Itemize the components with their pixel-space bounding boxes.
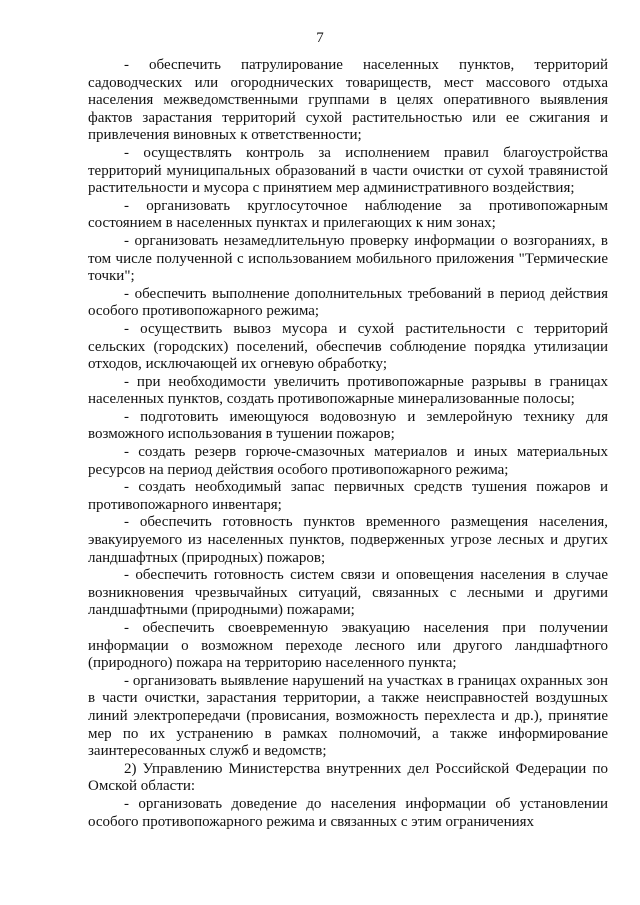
paragraph-fire-info-check: - организовать незамедлительную проверку информации о возгораниях, в том числе полученной с использованием мобильного приложения "Термические точки"; bbox=[88, 232, 608, 285]
paragraph-evacuation: - обеспечить своевременную эвакуацию населения при получении информации о возможном переходе лесного или другого ландшафтного (природного) пожара на территорию населенного пункта; bbox=[88, 620, 608, 672]
document-body bbox=[88, 57, 608, 831]
paragraph-inform-population: - организовать доведение до населения информации об установлении особого противопожарного режима и связанных с этим ограничениях bbox=[88, 795, 608, 830]
paragraph-machinery: - подготовить имеющуюся водовозную и землеройную технику для возможного использования в тушении пожаров; bbox=[88, 408, 608, 443]
paragraph-power-lines: - организовать выявление нарушений на участках в границах охранных зон в части очистки, зарастания территории, а также неисправностей воздушных линий электропередачи (провисания, возможность перехлеста и др.), принятие мер по их устранению в рамках полномочий, а также информирование заинтересованных служб и ведомств; bbox=[88, 672, 608, 760]
page-number: 7 bbox=[316, 30, 324, 46]
paragraph-temporary-housing: - обеспечить готовность пунктов временного размещения населения, эвакуируемого из населенных пунктов, подверженных угрозе лесных и других ландшафтных (природных) пожаров; bbox=[88, 514, 608, 566]
paragraph-fuel-reserve: - создать резерв горюче-смазочных материалов и иных материальных ресурсов на период действия особого противопожарного режима; bbox=[88, 444, 608, 478]
paragraph-extinguishing-supply: - создать необходимый запас первичных средств тушения пожаров и противопожарного инвентаря; bbox=[88, 479, 608, 513]
paragraph-additional-requirements: - обеспечить выполнение дополнительных требований в период действия особого противопожарного режима; bbox=[88, 285, 608, 320]
paragraph-improvement-control: - осуществлять контроль за исполнением правил благоустройства территорий муниципальных образований в части очистки от сухой травянистой растительности и мусора с принятием мер административного воздействия; bbox=[88, 144, 608, 197]
paragraph-patrol: - обеспечить патрулирование населенных пунктов, территорий садоводческих или огороднических товариществ, мест массового отдыха населения межведомственными группами в целях оперативного выявления фактов зарастания территорий сухой растительностью или ее сжигания и привлечения виновных к ответственности; bbox=[88, 57, 608, 144]
paragraph-waste-removal: - осуществить вывоз мусора и сухой растительности с территорий сельских (городских) поселений, обеспечив соблюдение порядка утилизации отходов, исключающей их огневую обработку; bbox=[88, 320, 608, 373]
paragraph-firebreaks: - при необходимости увеличить противопожарные разрывы в границах населенных пунктов, создать противопожарные минерализованные полосы; bbox=[88, 373, 608, 408]
paragraph-mvd-heading: 2) Управлению Министерства внутренних дел Российской Федерации по Омской области: bbox=[88, 760, 608, 795]
paragraph-warning-systems: - обеспечить готовность систем связи и оповещения населения в случае возникновения чрезвычайных ситуаций, связанных с лесными и другими ландшафтными (природными) пожарами; bbox=[88, 567, 608, 619]
paragraph-round-the-clock-monitoring: - организовать круглосуточное наблюдение за противопожарным состоянием в населенных пунктах и прилегающих к ним зонах; bbox=[88, 197, 608, 232]
